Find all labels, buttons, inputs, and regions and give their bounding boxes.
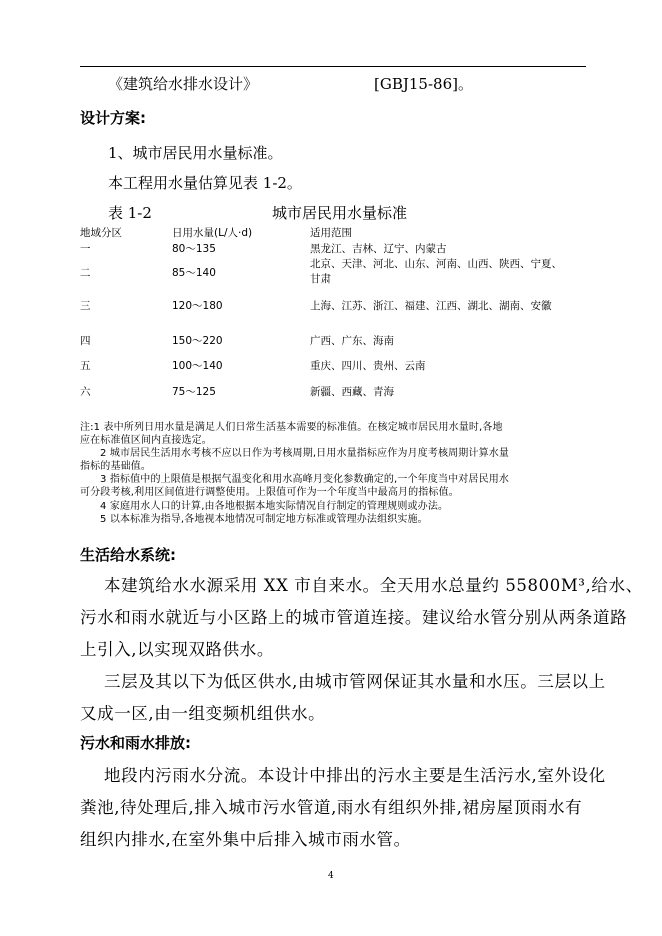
table-cell-volume: 75～125 [172, 386, 216, 398]
table-cell-volume: 85～140 [172, 267, 216, 279]
table-cell-zone: 二 [80, 267, 91, 279]
table-cell-zone: 四 [80, 335, 91, 347]
table-label: 表 1-2 [108, 204, 152, 222]
note-line: 注:1 表中所列日用水量是满足人们日常生活基本需要的标准值。在核定城市居民用水量时,各地 [80, 422, 503, 433]
table-title: 城市居民用水量标准 [272, 204, 408, 222]
zone-line: 三层及其以下为低区供水,由城市管网保证其水量和水压。三层以上 [104, 672, 606, 691]
table-header-zone: 地域分区 [80, 227, 122, 239]
note-line: 2 城市居民生活用水考核不应以日作为考核周期,日用水量指标应作为月度考核周期计算水量 [100, 448, 510, 459]
table-cell-volume: 80～135 [172, 243, 216, 255]
table-cell-scope: 广西、广东、海南 [310, 335, 394, 347]
note-line: 3 指标值中的上限值是根据气温变化和用水高峰月变化参数确定的,一个年度当中对居民用水 [100, 474, 510, 485]
table-cell-volume: 150～220 [172, 335, 223, 347]
zone-line: 又成一区,由一组变频机组供水。 [80, 704, 326, 723]
table-header-volume: 日用水量(L/人·d) [172, 227, 253, 239]
table-cell-scope: 黑龙江、吉林、辽宁、内蒙古 [310, 243, 447, 255]
drain-line: 组织内排水,在室外集中后排入城市雨水管。 [80, 830, 411, 849]
table-cell-scope: 重庆、四川、贵州、云南 [310, 360, 426, 372]
table-cell-zone: 三 [80, 300, 91, 312]
header-rule [80, 66, 586, 67]
table-header-scope: 适用范围 [310, 227, 352, 239]
drain-heading: 污水和雨水排放: [80, 734, 191, 752]
item1: 1、城市居民用水量标准。 [108, 144, 283, 162]
table-cell-volume: 100～140 [172, 360, 223, 372]
table-cell-volume: 120～180 [172, 300, 223, 312]
note-line: 4 家庭用水人口的计算,由各地根据本地实际情况自行制定的管理规则或办法。 [100, 501, 449, 512]
standard-name: 《建筑给水排水设计》 [108, 75, 259, 93]
table-cell-scope: 上海、江苏、浙江、福建、江西、湖北、湖南、安徽 [310, 300, 552, 312]
table-cell-zone: 一 [80, 243, 91, 255]
design-heading: 设计方案: [80, 109, 146, 127]
item1-desc: 本工程用水量估算见表 1-2。 [108, 174, 302, 192]
standard-code: [GBJ15-86]。 [374, 75, 473, 93]
table-cell-scope: 北京、天津、河北、山东、河南、山西、陕西、宁夏、 [310, 258, 562, 270]
drain-line: 粪池,待处理后,排入城市污水管道,雨水有组织外排,裙房屋顶雨水有 [80, 798, 583, 817]
note-line: 5 以本标准为指导,各地视本地情况可制定地方标准或管理办法组织实施。 [100, 514, 428, 525]
supply-line: 污水和雨水就近与小区路上的城市管道连接。建议给水管分别从两条道路 [80, 608, 628, 627]
note-line: 指标的基础值。 [80, 461, 152, 472]
table-cell-scope-cont: 甘肃 [310, 273, 331, 285]
page-number: 4 [328, 871, 334, 881]
supply-line: 本建筑给水水源采用 XX 市自来水。全天用水总量约 55800M³,给水、 [104, 576, 643, 595]
table-cell-scope: 新疆、西藏、青海 [310, 386, 394, 398]
note-line: 应在标准值区间内直接选定。 [80, 435, 212, 446]
supply-heading: 生活给水系统: [80, 546, 176, 564]
table-cell-zone: 五 [80, 360, 91, 372]
note-line: 可分段考核,利用区间值进行调整使用。上限值可作为一个年度当中最高月的指标值。 [80, 487, 459, 498]
table-cell-zone: 六 [80, 386, 91, 398]
drain-line: 地段内污雨水分流。本设计中排出的污水主要是生活污水,室外设化 [104, 766, 606, 785]
supply-line: 上引入,以实现双路供水。 [80, 640, 274, 659]
